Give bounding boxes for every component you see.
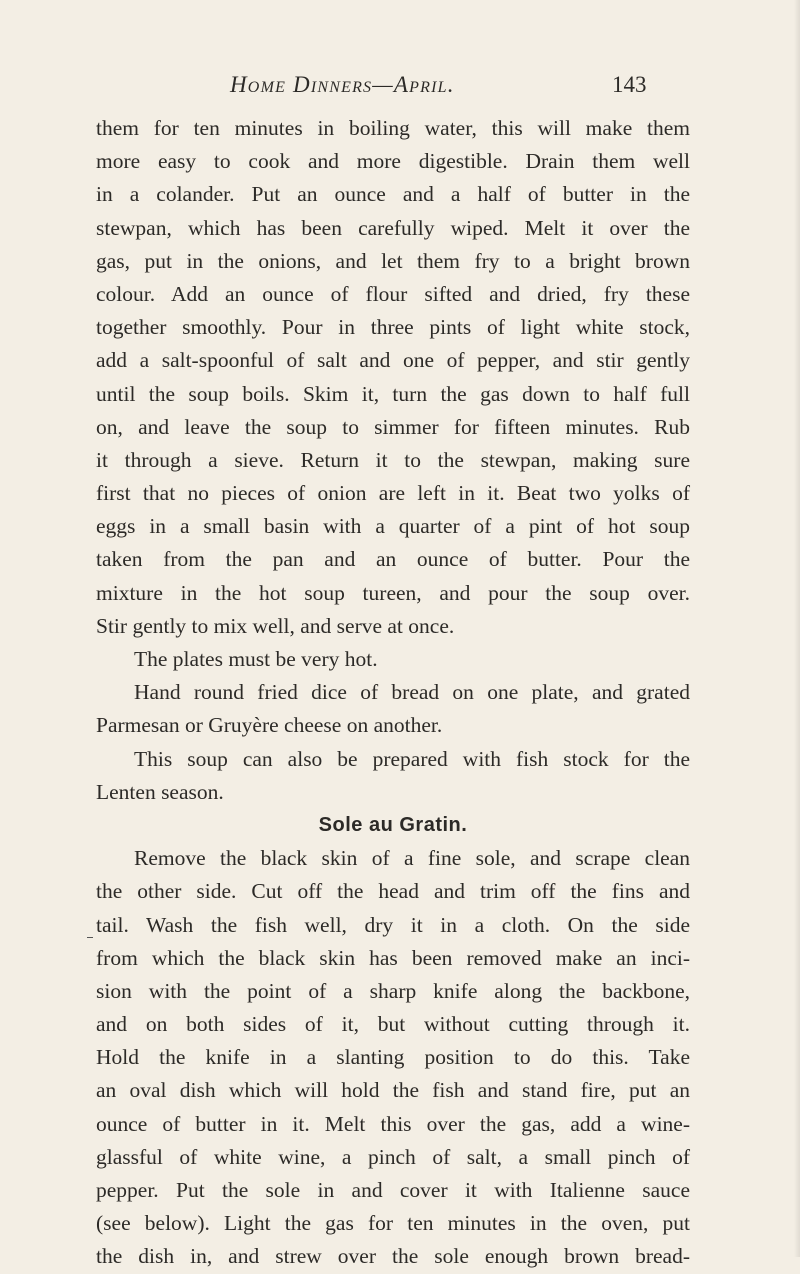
text-line: and on both sides of it, but without cutting through it. — [96, 1012, 690, 1037]
text-line: from which the black skin has been removed make an inci- — [96, 945, 690, 970]
text-line: Remove the black skin of a fine sole, and scrape clean — [134, 846, 690, 871]
text-line: eggs in a small basin with a quarter of a pint of hot soup — [96, 514, 690, 539]
text-line: glassful of white wine, a pinch of salt, a small pinch of — [96, 1144, 690, 1169]
text-line: mixture in the hot soup tureen, and pour the soup over. — [96, 580, 690, 605]
text-line: ounce of butter in it. Melt this over the gas, add a wine- — [96, 1111, 690, 1136]
text-line: Hold the knife in a slanting position to do this. Take — [96, 1045, 690, 1070]
section-heading: Sole au Gratin. — [318, 813, 468, 836]
text-line: gas, put in the onions, and let them fry to a bright brown — [96, 248, 690, 273]
text-line: together smoothly. Pour in three pints of light white stock, — [96, 315, 690, 340]
text-line: the dish in, and strew over the sole enough brown bread- — [96, 1244, 690, 1269]
text-line: sion with the point of a sharp knife along the backbone, — [96, 978, 690, 1003]
page-edge — [794, 0, 800, 1257]
text-line: on, and leave the soup to simmer for fifteen minutes. Rub — [96, 414, 690, 439]
text-line: Parmesan or Gruyère cheese on another. — [96, 713, 443, 738]
text-line: This soup can also be prepared with fish stock for the — [134, 746, 690, 771]
page-number: 143 — [612, 72, 647, 97]
running-title: Home Dinners—April. — [230, 72, 455, 97]
text-line: The plates must be very hot. — [134, 647, 378, 671]
text-line: first that no pieces of onion are left in it. Beat two yolks of — [96, 481, 690, 506]
text-line: an oval dish which will hold the fish and stand fire, put an — [96, 1078, 690, 1103]
text-line: stewpan, which has been carefully wiped. Melt it over the — [96, 215, 690, 240]
text-line: Hand round fried dice of bread on one plate, and grated — [134, 680, 690, 705]
running-head — [0, 72, 800, 102]
text-line: until the soup boils. Skim it, turn the gas down to half full — [96, 381, 690, 406]
text-line: in a colander. Put an ounce and a half of butter in the — [96, 182, 690, 207]
body-text — [96, 112, 690, 1274]
text-line: Stir gently to mix well, and serve at once. — [96, 613, 455, 638]
margin-mark — [87, 937, 93, 938]
text-line: the other side. Cut off the head and trim off the fins and — [96, 879, 690, 904]
text-line: add a salt-spoonful of salt and one of pepper, and stir gently — [96, 348, 690, 373]
text-line: pepper. Put the sole in and cover it with Italienne sauce — [96, 1178, 690, 1202]
text-line: them for ten minutes in boiling water, this will make them — [96, 116, 690, 140]
text-line: tail. Wash the fish well, dry it in a cloth. On the side — [96, 912, 690, 937]
text-line: (see below). Light the gas for ten minutes in the oven, put — [96, 1211, 690, 1236]
text-line: it through a sieve. Return it to the stewpan, making sure — [96, 447, 690, 472]
text-line: Lenten season. — [96, 779, 224, 804]
text-line: taken from the pan and an ounce of butter. Pour the — [96, 547, 690, 572]
text-line: more easy to cook and more digestible. Drain them well — [96, 149, 690, 174]
text-line: colour. Add an ounce of flour sifted and dried, fry these — [96, 281, 690, 306]
